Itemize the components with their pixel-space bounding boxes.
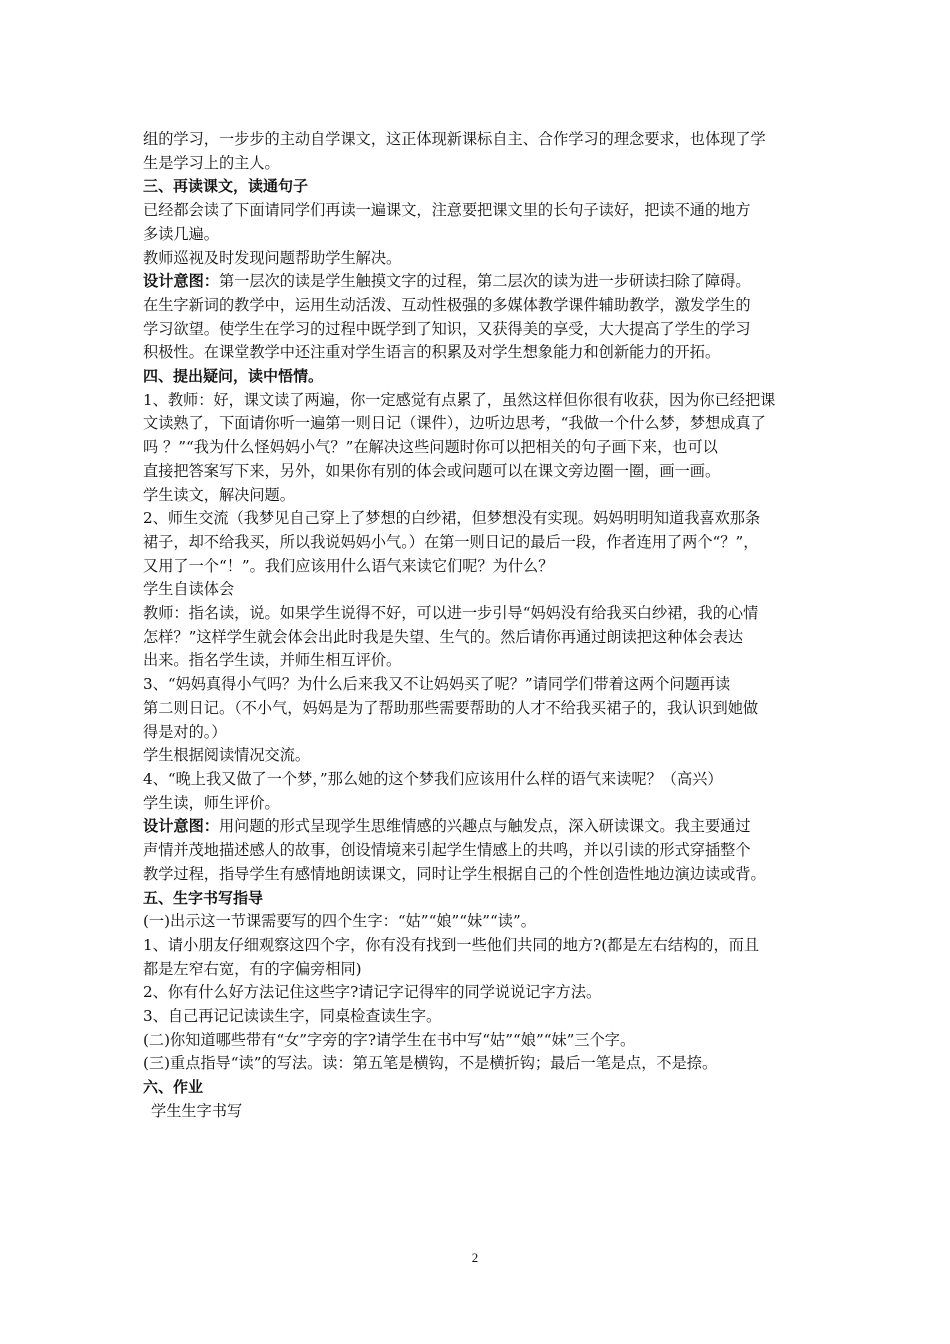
paragraph-line: 3、“妈妈真得小气吗？为什么后来我又不让妈妈买了呢？”请同学们带着这两个问题再读 bbox=[143, 675, 731, 694]
paragraph-line: 2、你有什么好方法记住这些字?请记字记得牢的同学说说记字方法。 bbox=[143, 983, 602, 1002]
paragraph-line: 2、师生交流（我梦见自己穿上了梦想的白纱裙，但梦想没有实现。妈妈明明知道我喜欢那条 bbox=[143, 509, 761, 528]
design-intent-text: 用问题的形式呈现学生思维情感的兴趣点与触发点，深入研读课文。我主要通过 bbox=[218, 817, 751, 836]
paragraph-line: 组的学习，一步步的主动自学课文，这正体现新课标自主、合作学习的理念要求，也体现了学 bbox=[143, 130, 766, 148]
section-heading-3: 三、再读课文，读通句子 bbox=[143, 177, 309, 196]
paragraph-line: 第二则日记。（不小气，妈妈是为了帮助那些需要帮助的人才不给我买裙子的，我认识到她做 bbox=[143, 698, 759, 717]
page-number: 2 bbox=[471, 1250, 479, 1265]
paragraph-line: 3、自己再记记读读生字，同桌检查读生字。 bbox=[143, 1007, 442, 1026]
paragraph-line: 声情并茂地描述感人的故事，创设情境来引起学生情感上的共鸣，并以引读的形式穿插整个 bbox=[143, 841, 751, 860]
design-intent-label: 设计意图： bbox=[143, 272, 219, 291]
section-heading-6: 六、作业 bbox=[143, 1078, 204, 1097]
paragraph-line: 生是学习上的主人。 bbox=[143, 153, 280, 172]
paragraph-line: 教学过程，指导学生有感情地朗读课文，同时让学生根据自己的个性创造性地边演边读或背。 bbox=[143, 864, 766, 883]
paragraph-line: 教师巡视及时发现问题帮助学生解决。 bbox=[143, 248, 402, 267]
paragraph-line: 教师：指名读，说。如果学生说得不好，可以进一步引导“妈妈没有给我买白纱裙，我的心情 bbox=[143, 604, 759, 623]
paragraph-line: 学生读文，解决问题。 bbox=[143, 485, 295, 504]
paragraph-line: 都是左窄右宽，有的字偏旁相同) bbox=[143, 959, 362, 978]
design-intent-paragraph bbox=[143, 815, 815, 839]
paragraph-line: 又用了一个“！”。我们应该用什么语气来读它们呢？为什么？ bbox=[143, 556, 554, 575]
paragraph-line: (三)重点指导“读”的写法。读：第五笔是横钩，不是横折钩；最后一笔是点，不是捺。 bbox=[143, 1054, 718, 1073]
paragraph-line: 已经都会读了下面请同学们再读一遍课文，注意要把课文里的长句子读好，把读不通的地方 bbox=[143, 201, 751, 220]
design-intent-paragraph bbox=[143, 270, 815, 294]
paragraph-line: 学生读，师生评价。 bbox=[143, 793, 280, 812]
section-heading-4: 四、提出疑问，读中悟情。 bbox=[143, 367, 324, 386]
design-intent-label: 设计意图： bbox=[143, 817, 219, 836]
design-intent-text: 第一层次的读是学生触摸文字的过程，第二层次的读为进一步研读扫除了障碍。 bbox=[218, 272, 751, 291]
paragraph-line: 学生自读体会 bbox=[143, 580, 235, 599]
paragraph-line: 学习欲望。使学生在学习的过程中既学到了知识，又获得美的享受，大大提高了学生的学习 bbox=[143, 319, 751, 338]
paragraph-line: 学生根据阅读情况交流。 bbox=[143, 746, 311, 765]
paragraph-line: 文读熟了，下面请你听一遍第一则日记（课件），边听边思考，“我做一个什么梦，梦想成真了 bbox=[143, 414, 766, 433]
paragraph-line: 4、“晚上我又做了一个梦，”那么她的这个梦我们应该用什么样的语气来读呢？（高兴） bbox=[143, 769, 723, 788]
paragraph-line: 积极性。在课堂教学中还注重对学生语言的积累及对学生想象能力和创新能力的开拓。 bbox=[143, 343, 721, 362]
paragraph-line: 直接把答案写下来，另外，如果你有别的体会或问题可以在课文旁边圈一圈，画一画。 bbox=[143, 461, 721, 480]
paragraph-line: 在生字新词的教学中，运用生动活泼、互动性极强的多媒体教学课件辅助教学，激发学生的 bbox=[143, 295, 751, 314]
document-body bbox=[143, 128, 815, 1124]
homework-line: 学生生字书写 bbox=[151, 1101, 243, 1120]
paragraph-line: 出来。指名学生读，并师生相互评价。 bbox=[143, 651, 402, 670]
paragraph-line: 多读几遍。 bbox=[143, 224, 219, 243]
paragraph-line: 裙子，却不给我买，所以我说妈妈小气。）在第一则日记的最后一段，作者连用了两个“？”， bbox=[143, 532, 759, 551]
section-heading-5: 五、生字书写指导 bbox=[143, 888, 264, 907]
paragraph-line: 得是对的。） bbox=[143, 722, 227, 741]
paragraph-line: 1、教师：好，课文读了两遍，你一定感觉有点累了，虽然这样但你很有收获，因为你已经把课 bbox=[143, 390, 776, 409]
paragraph-line: (一)出示这一节课需要写的四个生字：“姑”“娘”“妹”“读”。 bbox=[143, 912, 536, 931]
paragraph-line: 吗 ？”“我为什么怪妈妈小气？”在解决这些问题时你可以把相关的句子画下来，也可以 bbox=[143, 438, 718, 457]
paragraph-line: (二)你知道哪些带有“女”字旁的字?请学生在书中写“姑”“娘”“妹”三个字。 bbox=[143, 1030, 636, 1049]
paragraph-line: 1、请小朋友仔细观察这四个字，你有没有找到一些他们共同的地方?(都是左右结构的，而且 bbox=[143, 935, 760, 954]
paragraph-line: 怎样？”这样学生就会体会出此时我是失望、生气的。然后请你再通过朗读把这种体会表达 bbox=[143, 627, 744, 646]
